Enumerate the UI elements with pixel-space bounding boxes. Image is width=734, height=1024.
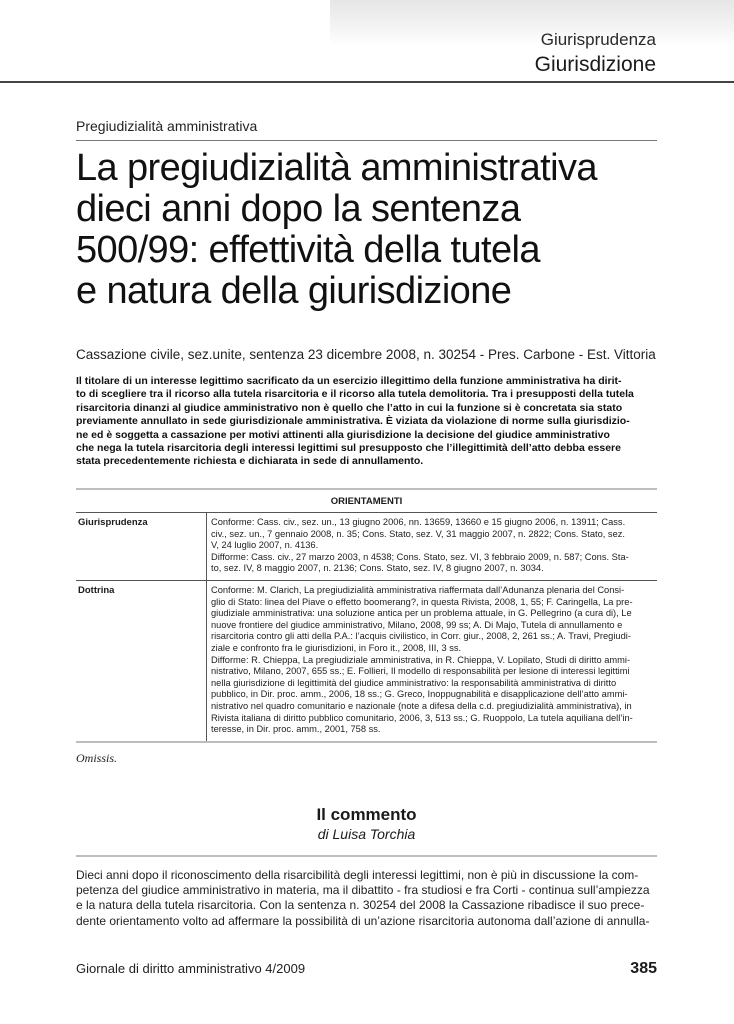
- headnote-line: to di scegliere tra il ricorso alla tutela risarcitoria e il ricorso alla tutela demolitoria. Tra i presupposti della tutela: [76, 388, 634, 401]
- row-line: Difforme: Cass. civ., 27 marzo 2003, n 4538; Cons. Stato, sez. VI, 3 febbraio 2009, n. 587; Cons. Sta-: [211, 551, 629, 562]
- row-line: Conforme: M. Clarich, La pregiudizialità amministrativa riaffermata dall’Adunanza plenaria del Consi-: [211, 584, 625, 595]
- commentary-title: Il commento: [316, 805, 417, 824]
- row-line: nistrativo, Milano, 2007, 655 ss.; E. Follieri, Il modello di responsabilità per lesione di interessi legittimi: [211, 666, 630, 677]
- row-line: risarcitoria contro gli atti della P.A.: l’acquis civilistico, in Corr. giur., 2008, 2, 261 ss.; A. Travi, Pregiudi-: [211, 631, 631, 642]
- body-line: e la natura della tutela risarcitoria. Con la sentenza n. 30254 del 2008 la Cassazione ribadisce il suo prece-: [76, 898, 645, 913]
- row-line: ziale e confronto fra le giurisdizioni, in Foro it., 2008, III, 3 ss.: [211, 642, 462, 653]
- body-line: Dieci anni dopo il riconoscimento della risarcibilità degli interessi legittimi, non è più in discussione la com-: [76, 868, 639, 882]
- subsection-label: Giurisdizione: [534, 53, 656, 76]
- article-title: [76, 148, 676, 312]
- row-line: Conforme: Cass. civ., sez. un., 13 giugno 2006, nn. 13659, 13660 e 15 giugno 2006, n. 13911; Cass.: [211, 517, 626, 527]
- orientamenti-table: [76, 488, 657, 743]
- title-line: e natura della giurisdizione: [76, 270, 512, 312]
- header-rule: [0, 81, 734, 83]
- row-line: nuove frontiere del giudice amministrativo, Milano, 2008, 99 ss; A. Di Majo, Tutela di annullamento e: [211, 619, 623, 630]
- body-line: dente orientamento volto ad affermare la possibilità di un’azione risarcitoria autonoma dall’azione di annulla-: [76, 913, 650, 928]
- row-line: Difforme: R. Chieppa, La pregiudiziale amministrativa, in R. Chieppa, V. Lopilato, Studi di diritto ammi-: [211, 654, 631, 665]
- table-title: ORIENTAMENTI: [330, 496, 403, 507]
- omissis-note: Omissis.: [76, 751, 118, 765]
- title-line: La pregiudizialità amministrativa: [76, 147, 597, 189]
- row-content: [207, 581, 657, 741]
- commentary-author: di Luisa Torchia: [317, 826, 416, 842]
- row-line: V, 24 luglio 2007, n. 4136.: [211, 540, 319, 551]
- headnote-line: previamente annullato in sede giurisdizionale amministrativa. È viziata da violazione di norme sulla giurisdizio-: [76, 415, 630, 428]
- kicker-rule: [76, 140, 657, 141]
- title-line: 500/99: effettività della tutela: [76, 229, 540, 271]
- title-line: dieci anni dopo la sentenza: [76, 188, 521, 230]
- headnote-line: Il titolare di un interesse legittimo sacrificato da un esercizio illegittimo della funzione amministrativa ha dirit-: [76, 375, 622, 387]
- headnote-line: stata precedentemente richiesta e dichiarata in sede di annullamento.: [76, 455, 424, 468]
- row-line: Rivista italiana di diritto pubblico comunitario, 2006, 3, 513 ss.; G. Ruoppolo, La tutela aquiliana dell’in-: [211, 712, 633, 723]
- commentary-rule: [76, 855, 657, 857]
- case-citation: Cassazione civile, sez.unite, sentenza 23 dicembre 2008, n. 30254 - Pres. Carbone - Est. Vittoria: [76, 347, 656, 362]
- journal-name: Giornale di diritto amministrativo 4/2009: [76, 961, 306, 976]
- row-line: nella giurisdizione di legittimità del giudice amministrativo: la responsabilità amministrativa di diritto: [211, 677, 617, 688]
- row-line: to, sez. IV, 8 maggio 2007, n. 2136; Cons. Stato, sez. IV, 8 giugno 2007, n. 3034.: [211, 563, 544, 574]
- table-row: [76, 581, 657, 743]
- row-content: [207, 513, 657, 580]
- headnote-line: che nega la tutela risarcitoria degli interessi legittimi sul presupposto che l’illegittimità dell’atto debba essere: [76, 442, 621, 455]
- row-label: Giurisprudenza: [76, 513, 207, 580]
- page-corner-shading: [330, 0, 734, 46]
- article-kicker: Pregiudizialità amministrativa: [76, 118, 258, 134]
- row-label: Dottrina: [76, 581, 207, 741]
- headnote-line: ne ed è soggetta a cassazione per motivi attinenti alla giurisdizione la decisione del giudice amministrativo: [76, 428, 610, 441]
- body-line: petenza del giudice amministrativo in materia, ma il dibattito - fra studiosi e fra Corti - continua sull’ampiezza: [76, 883, 650, 898]
- page-number: 385: [630, 960, 657, 977]
- row-line: nistrativo nel quadro comunitario e nazionale (note a difesa della c.d. pregiudizialità amministrativa), in: [211, 700, 632, 711]
- row-line: civ., sez. un., 7 gennaio 2008, n. 35; Cons. Stato, sez. V, 31 maggio 2007, n. 2822; Cons. Stato, sez.: [211, 528, 625, 539]
- row-line: glio di Stato: linea del Piave o effetto boomerang?, in questa Rivista, 2008, 1, 55; F. Caringella, La pre-: [211, 596, 633, 607]
- headnote-line: risarcitoria dinanzi al giudice amministrativo non è quello che l’atto in cui la funzione si è concretata sia stato: [76, 401, 623, 414]
- commentary-heading: [76, 805, 657, 843]
- commentary-body: [76, 868, 657, 929]
- case-headnote: [76, 375, 657, 469]
- page-footer: [76, 960, 657, 978]
- row-line: pubblico, in Dir. proc. amm., 2006, 18 ss.; G. Greco, Inoppugnabilità e disapplicazione dell’atto ammi-: [211, 689, 628, 700]
- section-header: [535, 30, 656, 78]
- section-label: Giurisprudenza: [540, 30, 656, 49]
- row-line: giudiziale amministrativa: una soluzione antica per un problema attuale, in G. Pellegrino (a cura di), Le: [211, 608, 632, 619]
- table-row: [76, 513, 657, 581]
- row-line: teresse, in Dir. proc. amm., 2001, 758 ss.: [211, 724, 381, 735]
